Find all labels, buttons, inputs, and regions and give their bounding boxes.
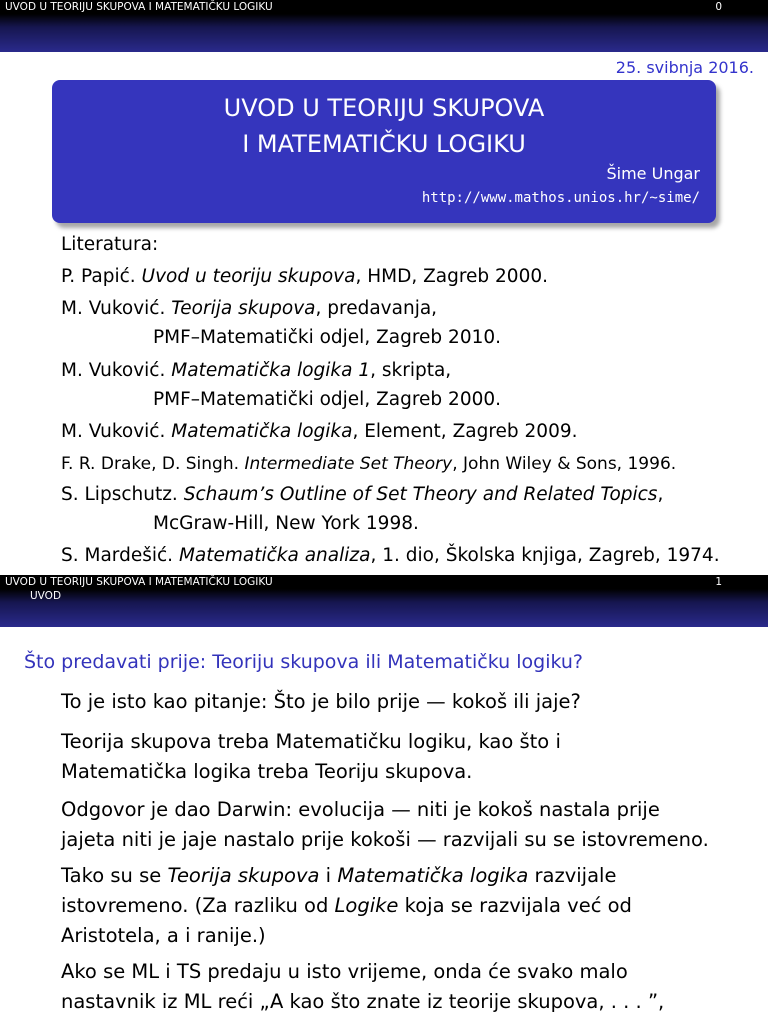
header-title: UVOD U TEORIJU SKUPOVA I MATEMATIČKU LOGIKU xyxy=(5,1,273,13)
paragraph: To je isto kao pitanje: Što je bilo prije — kokoš ili jaje? xyxy=(61,690,581,713)
paragraph: Tako su se Teorija skupova i Matematička logika razvijale istovremeno. (Za razliku od Logike koja se razvijala već od Aristotela, a i ranije.) xyxy=(61,864,632,947)
reference-continuation: PMF–Matematički odjel, Zagreb 2000. xyxy=(153,389,502,410)
reference-continuation: PMF–Matematički odjel, Zagreb 2010. xyxy=(153,327,502,348)
slide-question: Što predavati prije: Teoriju skupova ili Matematičku logiku? xyxy=(24,651,584,673)
reference-item: S. Mardešić. Matematička analiza, 1. dio, Školska knjiga, Zagreb, 1974. xyxy=(61,545,720,566)
paragraph: Teorija skupova treba Matematičku logiku, kao što i Matematička logika treba Teoriju skupova. xyxy=(61,730,561,783)
header-title: UVOD U TEORIJU SKUPOVA I MATEMATIČKU LOGIKU xyxy=(5,576,273,588)
slide2-header-bar xyxy=(0,575,768,589)
reference-item: P. Papić. Uvod u teoriju skupova, HMD, Zagreb 2000. xyxy=(61,266,548,287)
section-label: UVOD xyxy=(30,590,62,602)
reference-continuation: McGraw-Hill, New York 1998. xyxy=(153,513,419,534)
reference-item: F. R. Drake, D. Singh. Intermediate Set Theory, John Wiley & Sons, 1996. xyxy=(61,454,677,474)
paragraph: Odgovor je dao Darwin: evolucija — niti je kokoš nastala prije jajeta niti je jaje nastalo prije kokoši — razvijali su se istovremeno. xyxy=(61,798,709,851)
author: Šime Ungar xyxy=(606,164,700,183)
paragraph: Ako se ML i TS predaju u isto vrijeme, onda će svako malo nastavnik iz ML reći „A kao što znate iz teorije skupova, . . . ”, xyxy=(61,960,665,1013)
slide1-header-bar xyxy=(0,0,768,14)
slide1-header-band xyxy=(0,14,768,52)
title-box xyxy=(52,80,716,223)
page-number: 0 xyxy=(715,1,722,13)
literature-label: Literatura: xyxy=(61,234,159,255)
title-line-2: I MATEMATIČKU LOGIKU xyxy=(242,130,526,158)
date: 25. svibnja 2016. xyxy=(615,58,754,77)
title-line-1: UVOD U TEORIJU SKUPOVA xyxy=(223,94,545,122)
slide2-header-band xyxy=(0,589,768,627)
reference-item: S. Lipschutz. Schaum’s Outline of Set Theory and Related Topics, xyxy=(61,484,664,505)
author-url[interactable]: http://www.mathos.unios.hr/~sime/ xyxy=(421,190,700,206)
reference-item: M. Vuković. Matematička logika 1, skripta, xyxy=(61,360,452,381)
page-number: 1 xyxy=(715,576,722,588)
reference-item: M. Vuković. Matematička logika, Element, Zagreb 2009. xyxy=(61,421,578,442)
reference-item: M. Vuković. Teorija skupova, predavanja, xyxy=(61,298,438,319)
